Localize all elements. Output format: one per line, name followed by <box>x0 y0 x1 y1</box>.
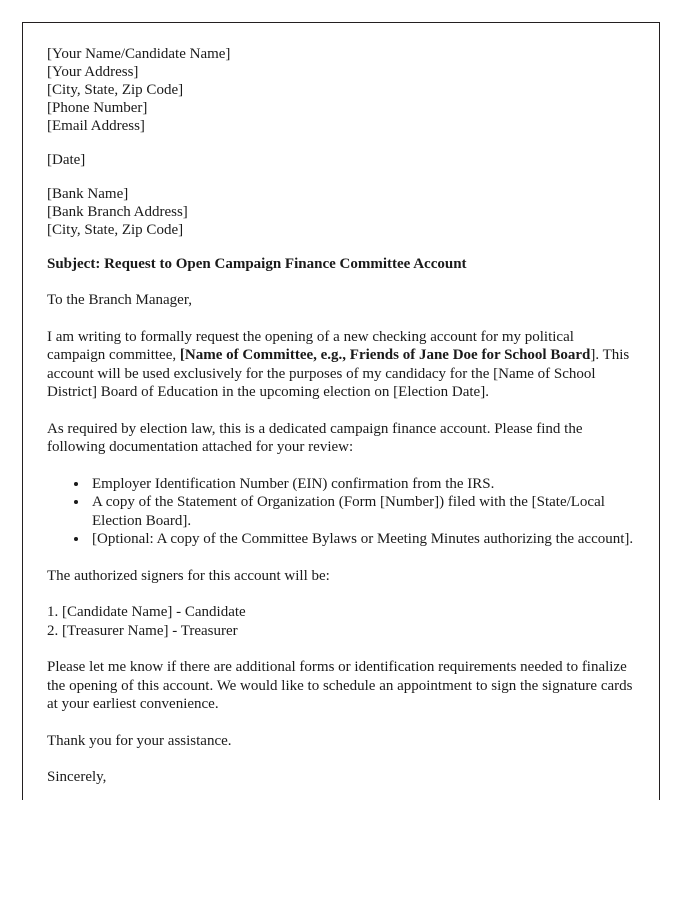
spacer-before-thanks <box>47 714 635 732</box>
paragraph-request-part1: I am writing to formally request the opening of a new checking account for my political campaign committee, <box>47 328 574 363</box>
attachment-list <box>47 475 635 549</box>
spacer-after-signers <box>47 640 635 658</box>
list-item: • Employer Identification Number (EIN) confirmation from the IRS. <box>89 475 635 494</box>
signers-intro: The authorized signers for this account will be: <box>47 567 330 584</box>
spacer-before-list <box>47 457 635 475</box>
spacer-before-signers <box>47 585 635 603</box>
paragraph-documentation: As required by election law, this is a dedicated campaign finance account. Please find the following documentation attached for your review: <box>47 420 583 455</box>
sender-line-name: [Your Name/Candidate Name] <box>47 46 231 62</box>
recipient-line-bank: [Bank Name] <box>47 186 129 202</box>
sender-line-address: [Your Address] <box>47 64 139 80</box>
letter-body <box>23 23 659 787</box>
sender-line-city: [City, State, Zip Code] <box>47 82 184 98</box>
closing-line: Sincerely, <box>47 769 107 785</box>
sender-address-block <box>47 45 635 135</box>
subject-line: Subject: Request to Open Campaign Finance Committee Account <box>47 256 467 272</box>
signer-line-2: 2. [Treasurer Name] - Treasurer <box>47 622 238 639</box>
letter-page <box>22 22 660 800</box>
signer-line-1: 1. [Candidate Name] - Candidate <box>47 604 246 620</box>
spacer-after-subject <box>47 273 635 291</box>
list-item: • A copy of the Statement of Organization (Form [Number]) filed with the [State/Local Election Board]. <box>89 493 635 530</box>
sender-line-phone: [Phone Number] <box>47 100 148 116</box>
list-item: • [Optional: A copy of the Committee Bylaws or Meeting Minutes authorizing the account]. <box>89 530 635 549</box>
recipient-address-block <box>47 185 635 239</box>
salutation: To the Branch Manager, <box>47 292 192 308</box>
spacer-after-sender <box>47 135 635 151</box>
paragraph-request-part2: ]. This account will be used exclusively for the purposes of my candidacy for the [Name of School District] Board of Education in the upcoming election on [Election Date]. <box>47 347 630 400</box>
recipient-line-city: [City, State, Zip Code] <box>47 222 184 238</box>
recipient-line-branch: [Bank Branch Address] <box>47 204 188 220</box>
spacer-after-list <box>47 549 635 567</box>
committee-name-placeholder: [Name of Committee, e.g., Friends of Jane Doe for School Board <box>179 347 591 363</box>
signers-block <box>47 603 635 640</box>
date-line: [Date] <box>47 152 86 168</box>
spacer-before-closing <box>47 750 635 768</box>
spacer-after-salutation <box>47 310 635 328</box>
spacer-after-date <box>47 169 635 185</box>
paragraph-request <box>47 328 635 402</box>
paragraph-closing-request: Please let me know if there are additional forms or identification requirements needed to finalize the opening of this account. We would like to schedule an appointment to sign the signature cards at your earliest convenience. <box>47 659 633 712</box>
spacer-after-paragraph-1 <box>47 402 635 420</box>
spacer-before-subject <box>47 239 635 255</box>
sender-line-email: [Email Address] <box>47 118 145 134</box>
thanks-line: Thank you for your assistance. <box>47 732 232 749</box>
